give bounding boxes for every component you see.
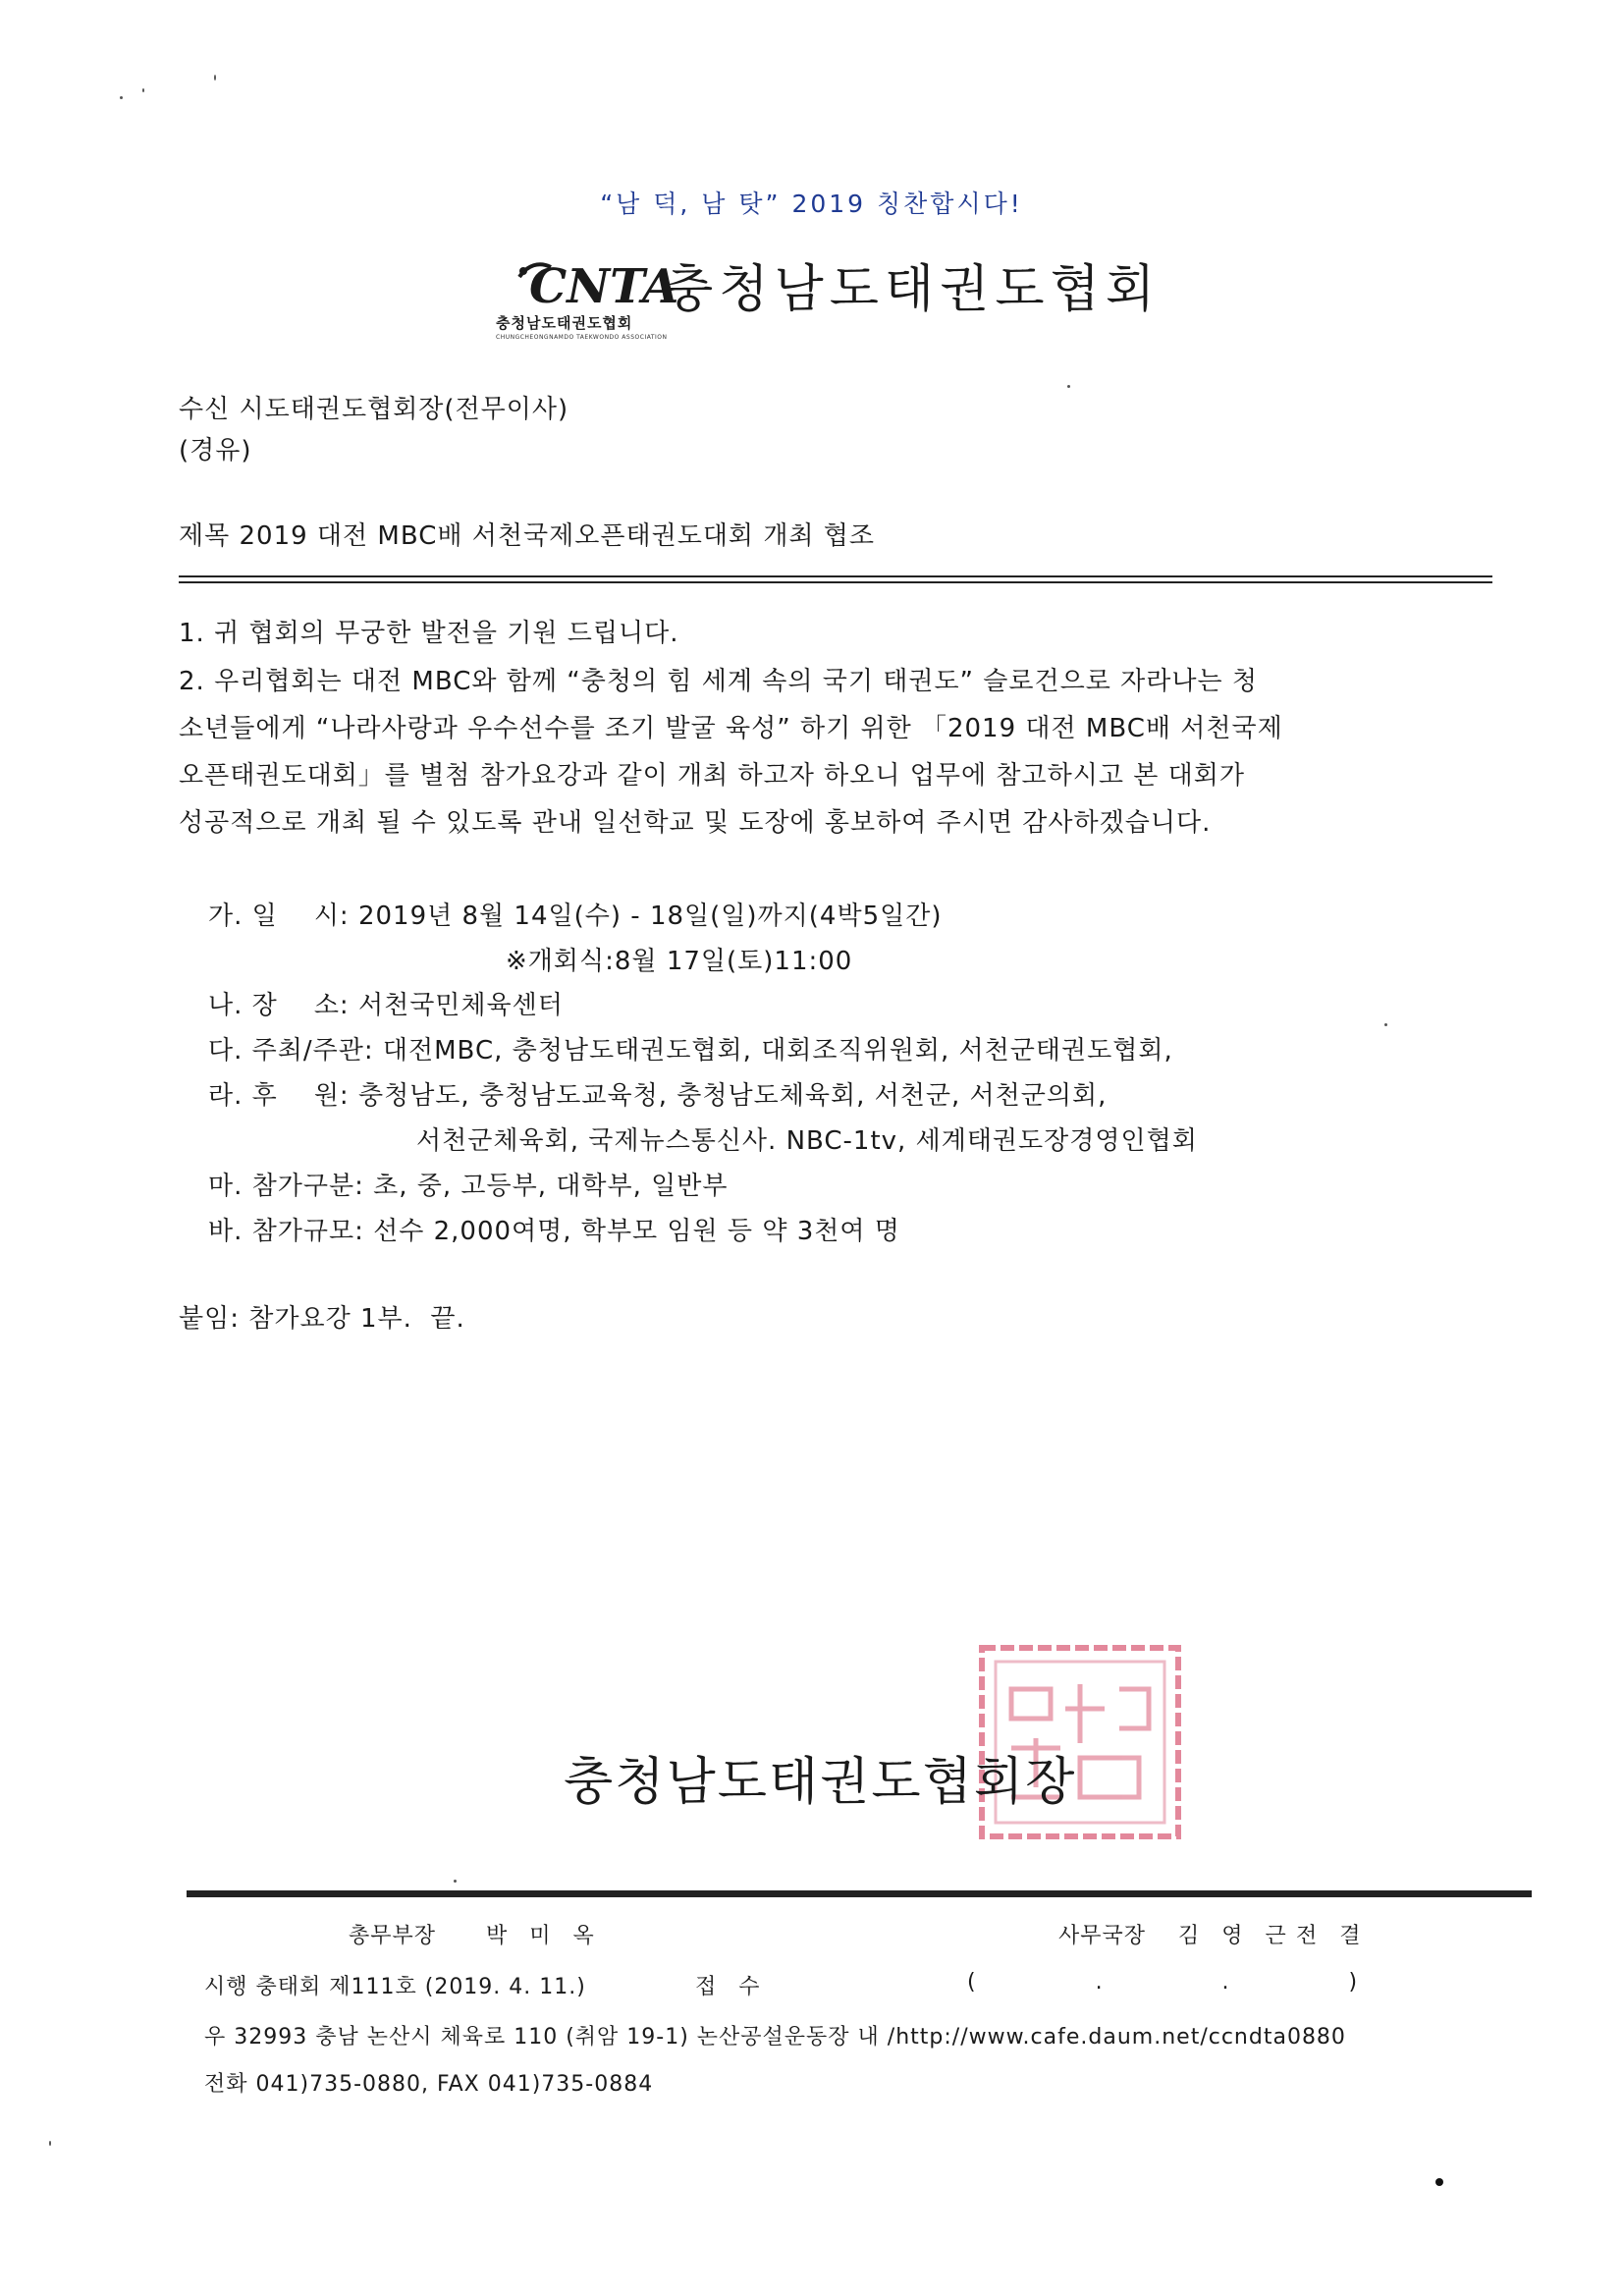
- recipient-line: 수신 시도태권도협회장(전무이사): [179, 395, 569, 424]
- organization-title: 충청남도태권도협회: [664, 260, 1162, 319]
- paragraph-2-line-1: 2. 우리협회는 대전 MBC와 함께 “충청의 힘 세계 속의 국기 태권도” 슬로건으로 자라나는 청: [179, 667, 1258, 696]
- logo-caption: 충청남도태권도협회: [496, 314, 633, 332]
- paragraph-2-line-3: 오픈태권도대회」를 별첨 참가요강과 같이 개최 하고자 하오니 업무에 참고하시고 본 대회가: [179, 761, 1245, 791]
- receipt-label: 접 수: [695, 1975, 768, 1999]
- item-sponsor: 라. 후 원: 충청남도, 충청남도교육청, 충청남도체육회, 서천군, 서천군의회,: [208, 1081, 1108, 1111]
- item-scale: 바. 참가규모: 선수 2,000여명, 학부모 임원 등 약 3천여 명: [208, 1217, 900, 1246]
- paragraph-1: 1. 귀 협회의 무궁한 발전을 기원 드립니다.: [179, 619, 679, 648]
- item-schedule-note: ※개회식:8월 17일(토)11:00: [506, 947, 853, 976]
- via-line: (경유): [179, 436, 252, 465]
- address-line: 우 32993 충남 논산시 체육로 110 (취암 19-1) 논산공설운동장 내 /http://www.cafe.daum.net/ccndta0880: [204, 2025, 1346, 2050]
- drafter-name: 박 미 옥: [486, 1924, 602, 1948]
- slogan: “남 덕, 남 탓” 2019 칭찬합시다!: [600, 190, 1023, 218]
- paragraph-2-line-2: 소년들에게 “나라사랑과 우수선수를 조기 발굴 육성” 하기 위한 「2019 대전 MBC배 서천국제: [179, 714, 1283, 743]
- logo-caption-en: CHUNGCHEONGNAMDO TAEKWONDO ASSOCIATION: [496, 334, 668, 341]
- item-host: 다. 주최/주관: 대전MBC, 충청남도태권도협회, 대회조직위원회, 서천군태권도협회,: [208, 1036, 1173, 1066]
- item-sponsor-continued: 서천군체육회, 국제뉴스통신사. NBC-1tv, 세계태권도장경영인협회: [416, 1126, 1198, 1156]
- logo-text: CNTA: [529, 259, 679, 314]
- approval-status: 전 결: [1296, 1924, 1369, 1948]
- cnta-logo: [515, 247, 679, 314]
- attachment-line: 붙임: 참가요강 1부. 끝.: [179, 1304, 465, 1334]
- item-divisions: 마. 참가구분: 초, 중, 고등부, 대학부, 일반부: [208, 1172, 729, 1201]
- drafter-title: 총무부장: [349, 1924, 437, 1948]
- subject-divider: [179, 575, 1492, 583]
- sender-signature: 충청남도태권도협회장: [564, 1753, 1077, 1812]
- approver-name: 김 영 근: [1178, 1924, 1294, 1948]
- enforcement-number: 시행 충태회 제111호 (2019. 4. 11.): [204, 1975, 586, 1999]
- item-schedule: 가. 일 시: 2019년 8월 14일(수) - 18일(일)까지(4박5일간): [208, 902, 943, 931]
- approver-title: 사무국장: [1058, 1924, 1147, 1948]
- receipt-value: ( . . ): [967, 1970, 1393, 1995]
- footer-divider: [187, 1890, 1532, 1897]
- item-venue: 나. 장 소: 서천국민체육센터: [208, 991, 564, 1020]
- subject-line: 제목 2019 대전 MBC배 서천국제오픈태권도대회 개최 협조: [179, 521, 876, 551]
- contact-line: 전화 041)735-0880, FAX 041)735-0884: [204, 2072, 654, 2097]
- paragraph-2-line-4: 성공적으로 개최 될 수 있도록 관내 일선학교 및 도장에 홍보하여 주시면 감사하겠습니다.: [179, 808, 1212, 838]
